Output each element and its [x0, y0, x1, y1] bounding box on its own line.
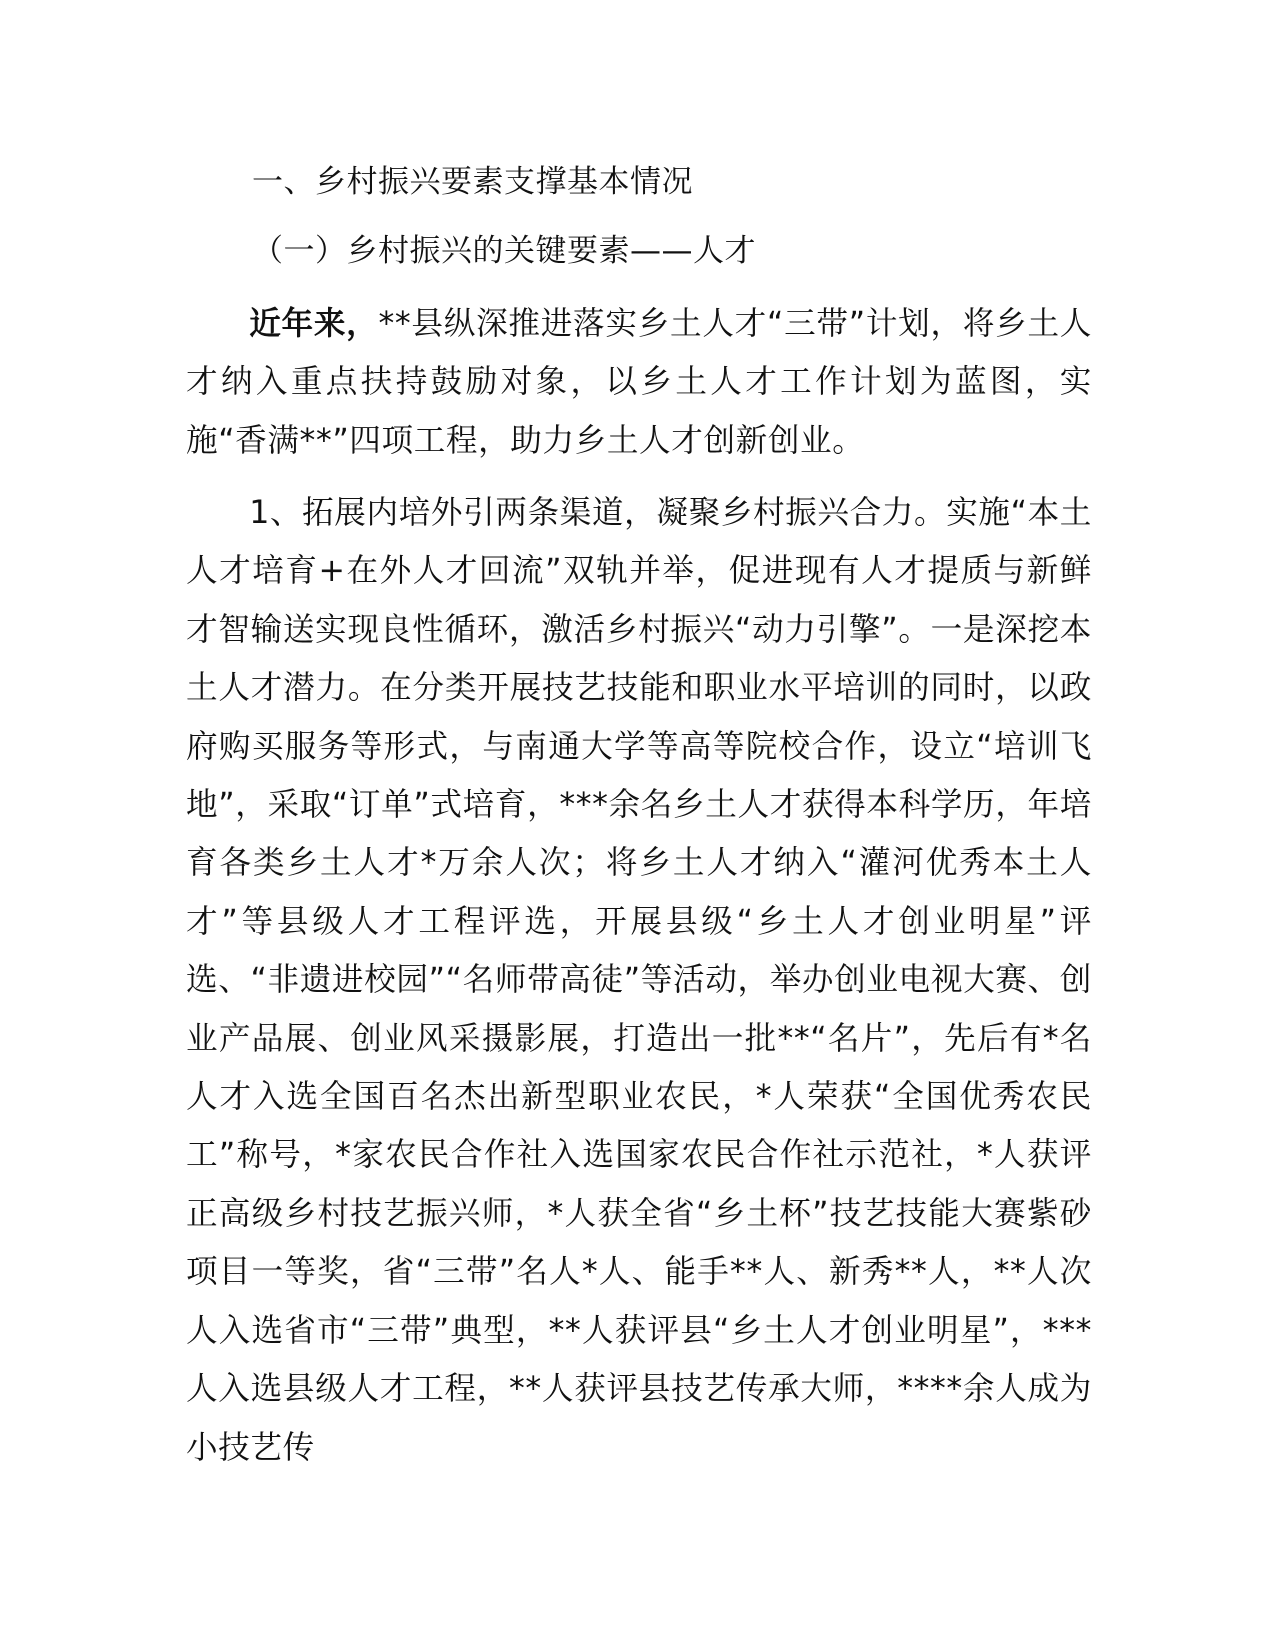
paragraph-intro	[186, 295, 1092, 470]
paragraph-talent-channels-text: 1、拓展内培外引两条渠道，凝聚乡村振兴合力。实施“本土人才培育+在外人才回流”双轨并举，促进现有人才提质与新鲜才智输送实现良性循环，激活乡村振兴“动力引擎”。一是深挖本土人才潜力。在分类开展技艺技能和职业水平培训的同时，以政府购买服务等形式，与南通大学等高等院校合作，设立“培训飞地”，采取“订单”式培育，***余名乡土人才获得本科学历，年培育各类乡土人才*万余人次；将乡土人才纳入“灌河优秀本土人才”等县级人才工程评选，开展县级“乡土人才创业明星”评选、“非遗进校园”“名师带高徒”等活动，举办创业电视大赛、创业产品展、创业风采摄影展，打造出一批**“名片”，先后有*名人才入选全国百名杰出新型职业农民，*人荣获“全国优秀农民工”称号，*家农民合作社入选国家农民合作社示范社，*人获评正高级乡村技艺振兴师，*人获全省“乡土杯”技艺技能大赛紫砂项目一等奖，省“三带”名人*人、能手**人、新秀**人，**人次人入选省市“三带”典型，**人获评县“乡土人才创业明星”，***人入选县级人才工程，**人获评县技艺传承大师，****余人成为小技艺传	[186, 495, 1092, 1466]
paragraph-talent-channels	[186, 484, 1092, 1477]
subsection-heading: （一）乡村振兴的关键要素——人才	[252, 233, 756, 269]
paragraph-lead: 近年来，	[249, 306, 379, 342]
paragraph-intro-text	[186, 295, 1092, 470]
paragraph-intro-body: **县纵深推进落实乡土人才“三带”计划，将乡土人才纳入重点扶持鼓励对象，以乡土人才工作计划为蓝图，实施“香满**”四项工程，助力乡土人才创新创业。	[186, 306, 1093, 459]
section-heading: 一、乡村振兴要素支撑基本情况	[252, 164, 693, 200]
